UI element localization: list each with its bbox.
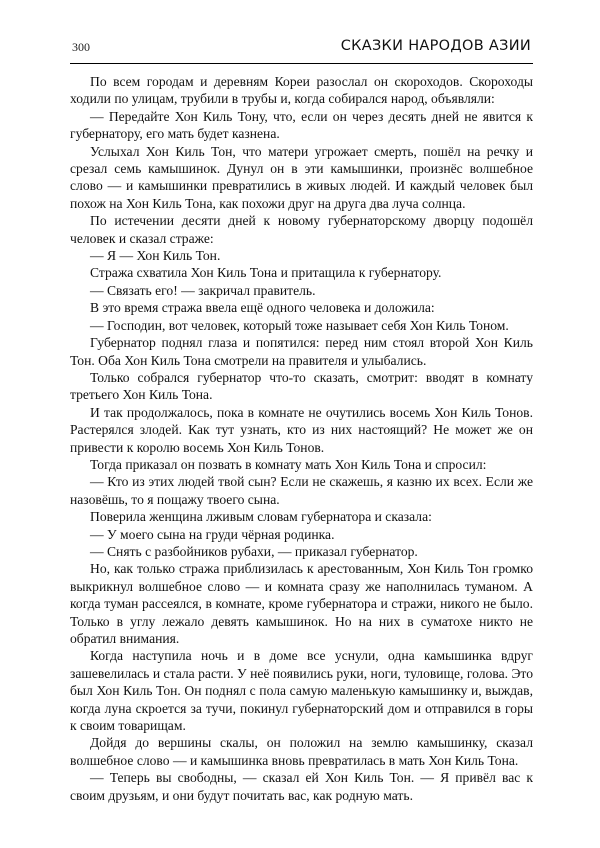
paragraph: По всем городам и деревням Кореи разослал он скороходов. Скороходы ходили по улицам, трубили в трубы и, когда собирался народ, объявляли: xyxy=(70,74,533,107)
paragraph: Поверила женщина лживым словам губернатора и сказала: xyxy=(90,509,432,525)
paragraph: И так продолжалось, пока в комнате не очутились восемь Хон Киль Тонов. Растерялся злодей. Как тут узнать, кто из них настоящий? Не может же он привести к королю восемь Хон Киль Тонов. xyxy=(70,404,533,455)
paragraph: По истечении десяти дней к новому губернаторскому дворцу подошёл человек и сказал страже: xyxy=(70,213,533,246)
paragraph: — Теперь вы свободны, — сказал ей Хон Киль Тон. — Я привёл вас к своим друзьям, и они будут почитать вас, как родную мать. xyxy=(70,770,533,803)
running-title: СКАЗКИ НАРОДОВ АЗИИ xyxy=(340,38,531,54)
paragraph: — Господин, вот человек, который тоже называет себя Хон Киль Тоном. xyxy=(90,317,509,333)
paragraph: Тогда приказал он позвать в комнату мать Хон Киль Тона и спросил: xyxy=(90,456,487,472)
body-text xyxy=(70,73,533,804)
paragraph: — Я — Хон Киль Тон. xyxy=(90,248,221,264)
paragraph: — У моего сына на груди чёрная родинка. xyxy=(90,526,335,542)
paragraph: Когда наступила ночь и в доме все уснули, одна камышинка вдруг зашевелилась и стала расти. У неё появились руки, ноги, туловище, голова. Это был Хон Киль Тон. Он поднял с пола самую маленькую камышинку и, выждав, когда луна скроется за тучи, покинул губернаторский дом и отправился в горы к своим товарищам. xyxy=(70,648,533,734)
paragraph: Губернатор поднял глаза и попятился: перед ним стоял второй Хон Киль Тон. Оба Хон Киль Тона смотрели на правителя и улыбались. xyxy=(70,335,533,368)
paragraph: Услыхал Хон Киль Тон, что матери угрожает смерть, пошёл на речку и срезал семь камышинок. Дунул он в эти камышинки, произнёс волшебное слово — и камышинки превратились в живых людей. И каждый человек был похож на Хон Киль Тона, как похожи друг на друга два луча солнца. xyxy=(70,143,533,211)
paragraph: — Передайте Хон Киль Тону, что, если он через десять дней не явится к губернатору, его мать будет казнена. xyxy=(70,108,533,142)
paragraph: В это время стража ввела ещё одного человека и доложила: xyxy=(90,300,435,316)
paragraph: Только собрался губернатор что-то сказать, смотрит: вводят в комнату третьего Хон Киль Тона. xyxy=(70,369,533,403)
paragraph: — Кто из этих людей твой сын? Если не скажешь, я казню их всех. Если же назовёшь, то я пощажу твоего сына. xyxy=(70,474,533,507)
paragraph: — Снять с разбойников рубахи, — приказал губернатор. xyxy=(90,543,418,559)
paragraph: Дойдя до вершины скалы, он положил на землю камышинку, сказал волшебное слово — и камышинка вновь превратилась в мать Хон Киль Тона. xyxy=(70,735,533,768)
page-header xyxy=(70,37,533,64)
paragraph: Стража схватила Хон Киль Тона и притащила к губернатору. xyxy=(90,265,442,281)
paragraph: — Связать его! — закричал правитель. xyxy=(90,282,316,298)
paragraph: Но, как только стража приблизилась к арестованным, Хон Киль Тон громко выкрикнул волшебное слово — и комната сразу же наполнилась туманом. А когда туман рассеялся, в комнате, кроме губернатора и стражи, никого не было. Только в углу лежало девять камышинок. Но на них в суматохе никто не обратил внимания. xyxy=(70,561,533,646)
page-number: 300 xyxy=(72,40,90,54)
